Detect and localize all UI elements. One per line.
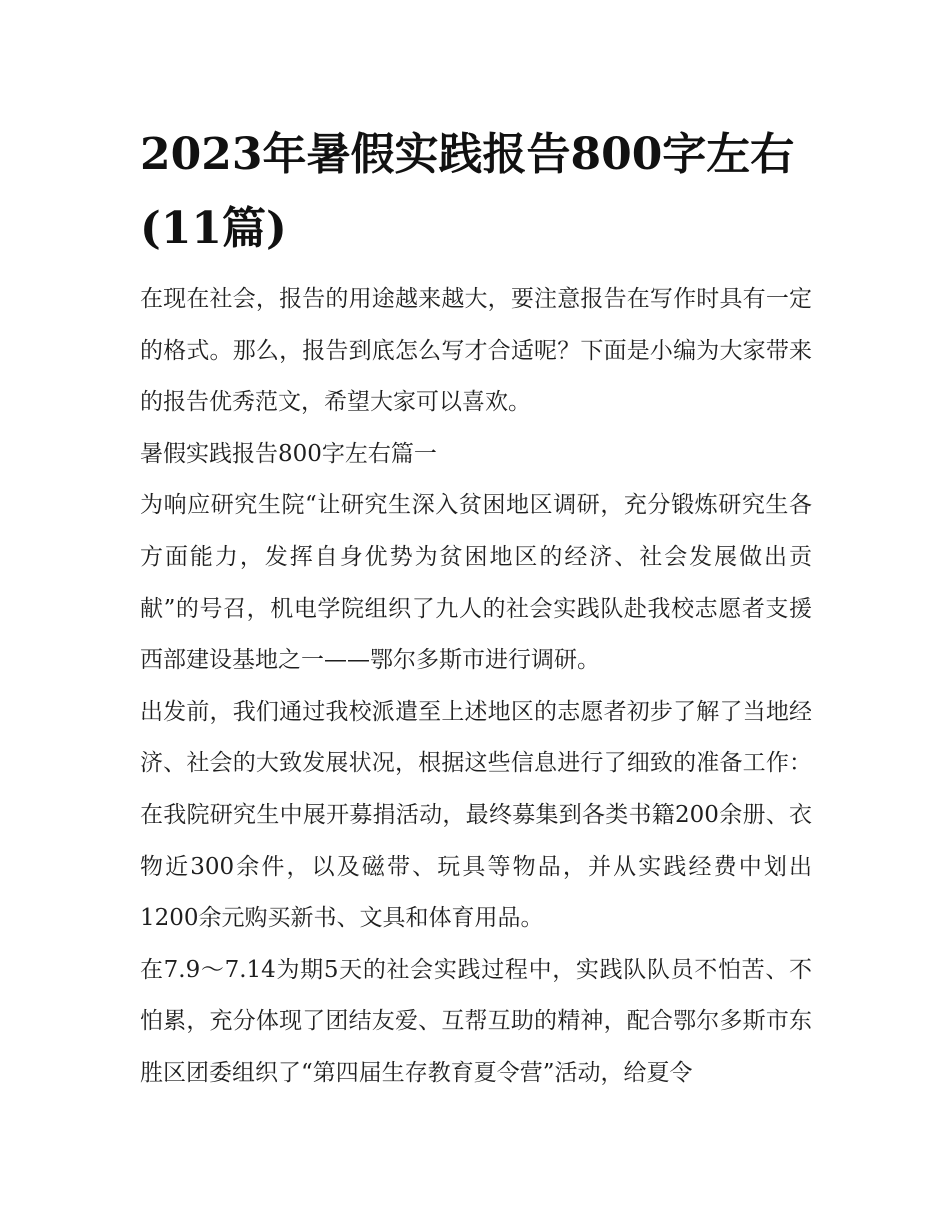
intro-paragraph: 在现在社会，报告的用途越来越大，要注意报告在写作时具有一定的格式。那么，报告到底怎么写才合适呢？下面是小编为大家带来的报告优秀范文，希望大家可以喜欢。 bbox=[140, 286, 812, 416]
section-heading: 暑假实践报告800字左右篇一 bbox=[140, 440, 437, 467]
body-paragraph: 为响应研究生院“让研究生深入贫困地区调研，充分锻炼研究生各方面能力，发挥自身优势为贫困地区的经济、社会发展做出贡献”的号召，机电学院组织了九人的社会实践队赴我校志愿者支援西部建设基地之一——鄂尔多斯市进行调研。 bbox=[140, 492, 812, 674]
document-body bbox=[140, 274, 812, 1100]
body-paragraph: 在7.9～7.14为期5天的社会实践过程中，实践队队员不怕苦、不怕累，充分体现了团结友爱、互帮互助的精神，配合鄂尔多斯市东胜区团委组织了“第四届生存教育夏令营”活动，给夏令 bbox=[140, 956, 812, 1086]
body-paragraph: 出发前，我们通过我校派遣至上述地区的志愿者初步了解了当地经济、社会的大致发展状况，根据这些信息进行了细致的准备工作：在我院研究生中展开募捐活动，最终募集到各类书籍200余册、衣物近300余件，以及磁带、玩具等物品，并从实践经费中划出1200余元购买新书、文具和体育用品。 bbox=[140, 698, 812, 932]
document-content bbox=[140, 118, 812, 1100]
document-title: 2023年暑假实践报告800字左右(11篇) bbox=[140, 129, 795, 254]
